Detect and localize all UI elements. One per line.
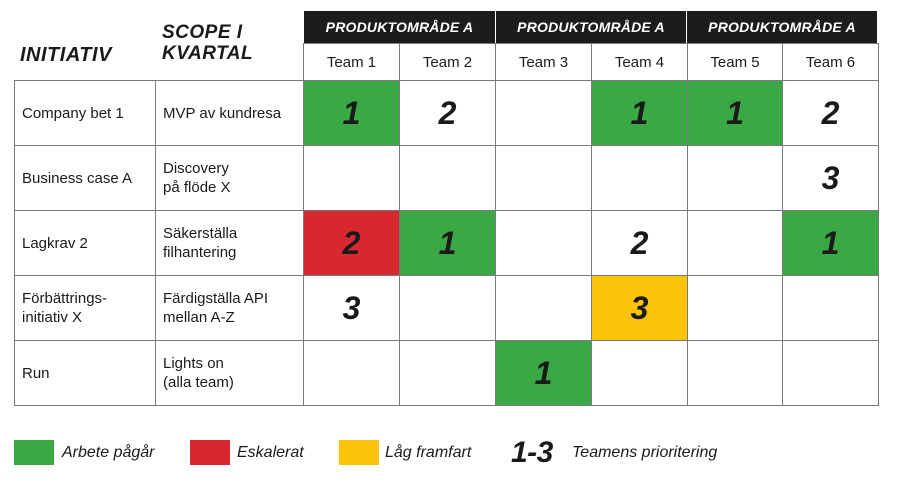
priority-cell-team-1: 2 — [304, 211, 400, 276]
priority-cell-team-5 — [688, 276, 783, 341]
priority-cell-team-5 — [688, 146, 783, 211]
priority-cell-team-3 — [496, 146, 592, 211]
team-header-4: Team 4 — [592, 44, 688, 81]
initiative-cell: Company bet 1 — [15, 81, 156, 146]
matrix-row — [15, 341, 879, 406]
priority-cell-team-2: 1 — [400, 211, 496, 276]
legend-green-swatch — [14, 440, 54, 465]
priority-cell-team-4 — [592, 146, 688, 211]
matrix-row — [15, 146, 879, 211]
initiative-cell: Run — [15, 341, 156, 406]
priority-cell-team-2: 2 — [400, 81, 496, 146]
priority-cell-team-2 — [400, 146, 496, 211]
team-header-2: Team 2 — [400, 44, 496, 81]
priority-cell-team-5 — [688, 341, 783, 406]
legend-yellow-swatch — [339, 440, 379, 465]
priority-cell-team-6: 1 — [783, 211, 879, 276]
priority-cell-team-3 — [496, 276, 592, 341]
team-header-3: Team 3 — [496, 44, 592, 81]
scope-cell: Säkerställa filhantering — [156, 211, 304, 276]
scope-cell: Discovery på flöde X — [156, 146, 304, 211]
priority-cell-team-2 — [400, 276, 496, 341]
header-spacer — [15, 44, 304, 81]
legend-yellow-label: Låg framfart — [385, 444, 472, 461]
scope-cell: MVP av kundresa — [156, 81, 304, 146]
priority-cell-team-3: 1 — [496, 341, 592, 406]
priority-cell-team-1 — [304, 341, 400, 406]
priority-cell-team-6 — [783, 276, 879, 341]
initiative-cell: Business case A — [15, 146, 156, 211]
priority-cell-team-4: 2 — [592, 211, 688, 276]
initiative-cell: Förbättrings- initiativ X — [15, 276, 156, 341]
priority-cell-team-6: 3 — [783, 146, 879, 211]
priority-cell-team-4 — [592, 341, 688, 406]
priority-cell-team-6 — [783, 341, 879, 406]
priority-cell-team-6: 2 — [783, 81, 879, 146]
legend-red-label: Eskalerat — [237, 444, 304, 461]
priority-cell-team-1 — [304, 146, 400, 211]
priority-cell-team-1: 1 — [304, 81, 400, 146]
initiative-cell: Lagkrav 2 — [15, 211, 156, 276]
legend-range-label: Teamens prioritering — [572, 444, 718, 461]
legend-red-swatch — [190, 440, 230, 465]
scope-header: SCOPE I KVARTAL — [162, 22, 254, 64]
initiativ-header: INITIATIV — [20, 44, 112, 66]
product-area-header-3: PRODUKTOMRÅDE A — [687, 11, 877, 43]
priority-cell-team-2 — [400, 341, 496, 406]
scope-cell: Lights on (alla team) — [156, 341, 304, 406]
product-area-header-1: PRODUKTOMRÅDE A — [304, 11, 495, 43]
priority-cell-team-5: 1 — [688, 81, 783, 146]
priority-cell-team-4: 3 — [592, 276, 688, 341]
priority-cell-team-4: 1 — [592, 81, 688, 146]
legend — [14, 436, 897, 469]
scope-cell: Färdigställa API mellan A-Z — [156, 276, 304, 341]
team-header-6: Team 6 — [783, 44, 879, 81]
product-area-header-2: PRODUKTOMRÅDE A — [496, 11, 686, 43]
legend-range: 1-3 — [511, 436, 553, 469]
matrix-row — [15, 276, 879, 341]
matrix-row — [15, 81, 879, 146]
prioritization-matrix — [14, 43, 879, 406]
team-header-5: Team 5 — [688, 44, 783, 81]
team-header-1: Team 1 — [304, 44, 400, 81]
priority-cell-team-1: 3 — [304, 276, 400, 341]
legend-green-label: Arbete pågår — [62, 444, 155, 461]
priority-cell-team-5 — [688, 211, 783, 276]
priority-cell-team-3 — [496, 211, 592, 276]
priority-cell-team-3 — [496, 81, 592, 146]
matrix-row — [15, 211, 879, 276]
